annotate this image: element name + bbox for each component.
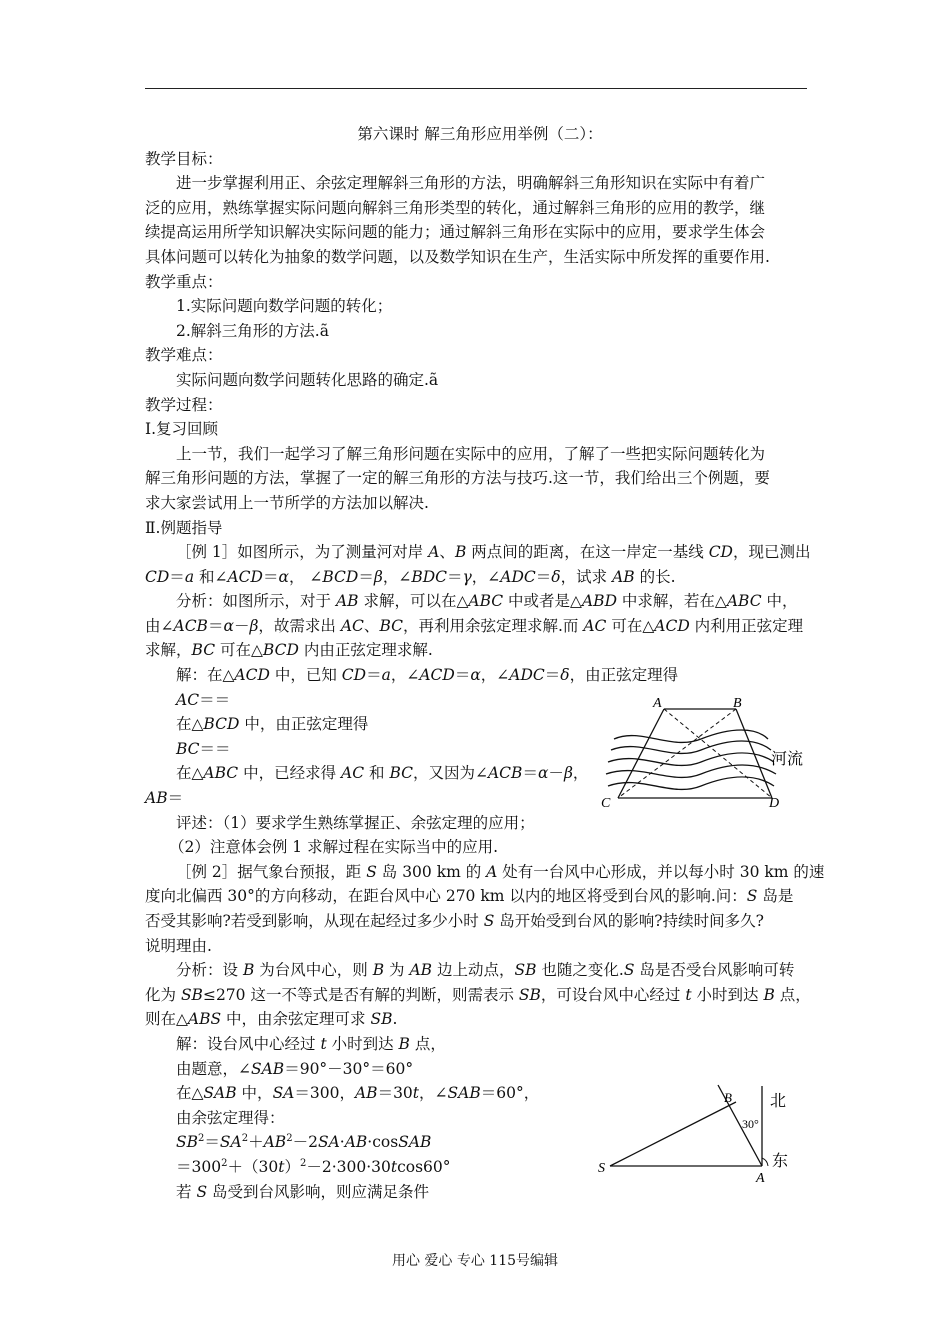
example1-line: ［例 1］如图所示，为了测量河对岸 A、B 两点间的距离，在这一岸定一基线 CD，现已测出 xyxy=(176,543,811,562)
solution2-line: 由余弦定理得： xyxy=(176,1108,285,1127)
review-line: 求大家尝试用上一节所学的方法加以解决. xyxy=(145,493,429,512)
key-point: 1.实际问题向数学问题的转化； xyxy=(176,297,393,316)
analysis1-line: 求解，BC 可在△BCD 内由正弦定理求解. xyxy=(145,641,433,660)
comment1-line: 评述：（1）要求学生熟练掌握正、余弦定理的应用； xyxy=(176,813,535,832)
examples-heading: Ⅱ.例题指导 xyxy=(145,518,223,537)
difficulty-heading: 教学难点： xyxy=(145,346,223,365)
example2-line: 否受其影响?若受到影响，从现在起经过多少小时 S 岛开始受到台风的影响?持续时间多久? xyxy=(145,912,764,930)
header-rule xyxy=(145,88,807,89)
review-line: 上一节，我们一起学习了解三角形问题在实际中的应用，了解了一些把实际问题转化为 xyxy=(176,444,766,463)
example2-line: 说明理由. xyxy=(145,936,212,955)
example2-line: 度向北偏西 30°的方向移动，在距台风中心 270 km 以内的地区将受到台风的影响.问：S 岛是 xyxy=(145,887,794,906)
point-a-label: A xyxy=(653,696,662,711)
east-label: 东 xyxy=(772,1151,789,1170)
point-d-label: D xyxy=(769,796,780,811)
solution2-line: $=300^2+(30t)^2-2\cdot 300\cdot 30tcos60^\circ$ xyxy=(176,1157,451,1176)
review-heading: Ⅰ.复习回顾 xyxy=(145,420,219,439)
segment-sb xyxy=(610,1102,736,1166)
angle-mark xyxy=(762,1158,768,1166)
page-footer: 用心 爱心 专心 115号编辑 xyxy=(391,1253,559,1269)
page-title: 第六课时 解三角形应用举例（二）： xyxy=(357,125,603,143)
segment-ac xyxy=(618,709,664,798)
river-label: 河流 xyxy=(771,749,804,768)
solution2-line: 由题意，∠SAB＝90°－30°＝60° xyxy=(176,1059,414,1078)
key-point: 2.解斜三角形的方法.ã xyxy=(176,321,329,340)
solution2-line: 解：设台风中心经过 t 小时到达 B 点， xyxy=(176,1034,446,1053)
analysis1-line: 分析：如图所示，对于 AB 求解，可以在△ABC 中或者是△ABD 中求解，若在△ABC 中， xyxy=(176,592,798,611)
objectives-heading: 教学目标： xyxy=(145,149,223,168)
solution2-line: $SB^2=SA^2+AB^2-2SA\cdot AB\cdot cosSAB$ xyxy=(176,1133,432,1152)
solution2-line: 若 S 岛受到台风影响，则应满足条件 xyxy=(176,1182,429,1201)
analysis2-line: 则在△ABS 中，由余弦定理可求 SB. xyxy=(145,1010,398,1029)
difficulty-text: 实际问题向数学问题转化思路的确定.ã xyxy=(176,370,439,389)
point-a-label: A xyxy=(756,1171,765,1186)
process-heading: 教学过程： xyxy=(145,395,223,414)
solution1-line: AB＝ xyxy=(145,789,184,808)
objectives-line: 具体问题可以转化为抽象的数学问题，以及数学知识在生产，生活实际中所发挥的重要作用. xyxy=(145,247,770,266)
objectives-line: 续提高运用所学知识解决实际问题的能力；通过解斜三角形在实际中的应用，要求学生体会 xyxy=(145,223,766,242)
objectives-line: 泛的应用，熟练掌握实际问题向解斜三角形类型的转化，通过解斜三角形的应用的教学，继 xyxy=(145,198,766,217)
solution2-line: 在△SAB 中，SA＝300，AB＝30t，∠SAB＝60°， xyxy=(176,1084,540,1103)
angle-label: 30° xyxy=(742,1117,759,1131)
objectives-line: 进一步掌握利用正、余弦定理解斜三角形的方法，明确解斜三角形知识在实际中有着广 xyxy=(176,174,766,193)
point-s-label: S xyxy=(598,1161,605,1176)
river-figure xyxy=(596,694,816,812)
typhoon-figure xyxy=(596,1080,796,1188)
north-label: 北 xyxy=(770,1091,787,1110)
solution1-line: 解：在△ACD 中，已知 CD＝a，∠ACD＝α，∠ADC＝δ，由正弦定理得 xyxy=(176,666,679,685)
point-b-label: B xyxy=(724,1090,732,1105)
review-line: 解三角形问题的方法，掌握了一定的解三角形的方法与技巧.这一节，我们给出三个例题，要 xyxy=(145,469,770,488)
analysis2-line: 化为 SB≤270 这一不等式是否有解的判断，则需表示 SB，可设台风中心经过 t 小时到达 B 点， xyxy=(145,985,811,1004)
example2-line: ［例 2］据气象台预报，距 S 岛 300 km 的 A 处有一台风中心形成，并以每小时 30 km 的速 xyxy=(176,862,825,881)
analysis1-line: 由∠ACB＝α－β，故需求出 AC、BC，再利用余弦定理求解.而 AC 可在△ACD 内利用正弦定理 xyxy=(145,616,804,635)
solution1-line: BC＝＝ xyxy=(176,739,231,758)
key-heading: 教学重点： xyxy=(145,272,223,291)
solution1-line: 在△BCD 中，由正弦定理得 xyxy=(176,715,369,734)
analysis2-line: 分析：设 B 为台风中心，则 B 为 AB 边上动点，SB 也随之变化.S 岛是否受台风影响可转 xyxy=(176,961,795,980)
document-body xyxy=(145,122,825,1204)
example1-line: CD＝a 和∠ACD＝α， ∠BCD＝β，∠BDC＝γ，∠ADC＝δ，试求 AB 的长. xyxy=(145,567,676,586)
solution1-line: AC＝＝ xyxy=(176,690,231,709)
solution1-line: 在△ABC 中，已经求得 AC 和 BC，又因为∠ACB＝α－β， xyxy=(176,764,589,783)
comment1-line: （2）注意体会例 1 求解过程在实际当中的应用. xyxy=(169,838,499,857)
point-b-label: B xyxy=(733,696,742,711)
point-c-label: C xyxy=(601,796,611,811)
